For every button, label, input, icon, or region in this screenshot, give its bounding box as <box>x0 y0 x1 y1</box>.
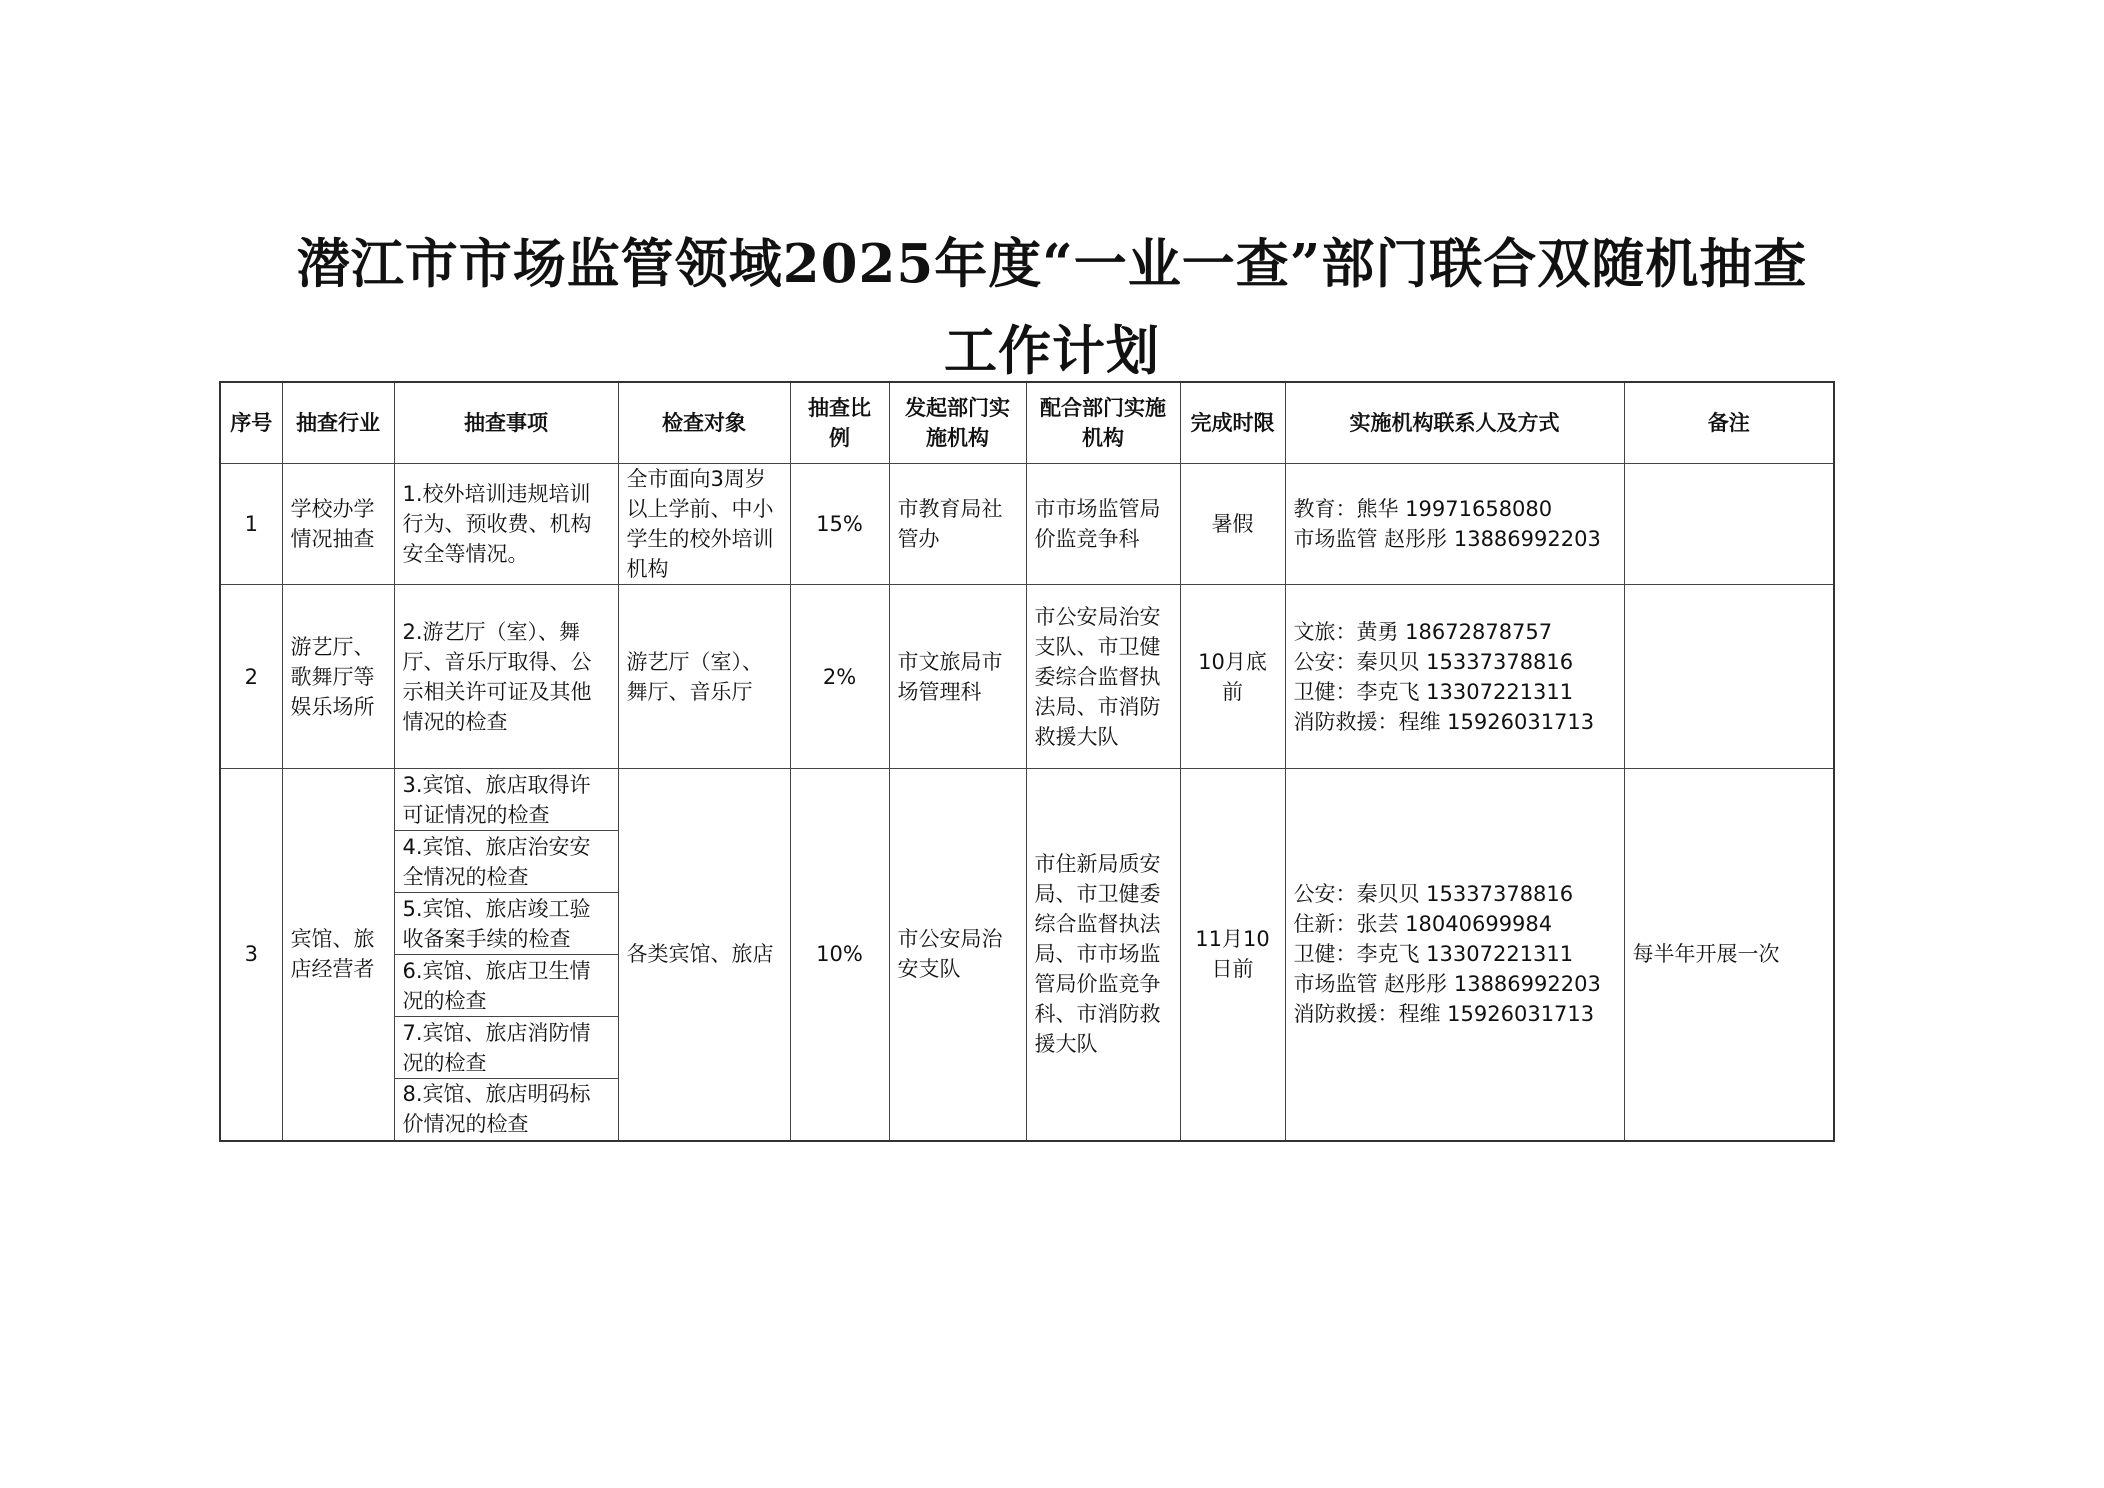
row-partner: 市住新局质安局、市卫健委综合监督执法局、市市场监管局价监竞争科、市消防救援大队 <box>1026 769 1180 1141</box>
row-industry: 宾馆、旅店经营者 <box>282 769 394 1141</box>
row-target: 各类宾馆、旅店 <box>618 769 790 1141</box>
row-item: 5.宾馆、旅店竣工验收备案手续的检查 <box>394 893 618 955</box>
row-item: 1.校外培训违规培训行为、预收费、机构安全等情况。 <box>394 464 618 585</box>
row-initiator: 市教育局社管办 <box>889 464 1026 585</box>
header-initiator: 发起部门实施机构 <box>889 382 1026 464</box>
header-remark: 备注 <box>1624 382 1834 464</box>
row-item: 6.宾馆、旅店卫生情况的检查 <box>394 955 618 1017</box>
row-initiator: 市文旅局市场管理科 <box>889 585 1026 769</box>
row-seq: 1 <box>220 464 282 585</box>
table-row <box>220 585 1834 769</box>
row-partner: 市公安局治安支队、市卫健委综合监督执法局、市消防救援大队 <box>1026 585 1180 769</box>
row-item: 4.宾馆、旅店治安安全情况的检查 <box>394 831 618 893</box>
header-items: 抽查事项 <box>394 382 618 464</box>
row-seq: 2 <box>220 585 282 769</box>
row-target: 游艺厅（室）、舞厅、音乐厅 <box>618 585 790 769</box>
row-item: 7.宾馆、旅店消防情况的检查 <box>394 1017 618 1079</box>
header-partner: 配合部门实施机构 <box>1026 382 1180 464</box>
row-ratio: 2% <box>790 585 889 769</box>
contact-line: 住新：张芸 18040699984 <box>1293 912 1553 937</box>
row-item: 8.宾馆、旅店明码标价情况的检查 <box>394 1079 618 1141</box>
contact-line: 消防救援：程维 15926031713 <box>1293 709 1595 734</box>
contact-line: 教育：熊华 19971658080 <box>1293 497 1553 521</box>
row-remark: 每半年开展一次 <box>1624 769 1834 1141</box>
contact-line: 公安：秦贝贝 15337378816 <box>1293 649 1574 674</box>
row-deadline: 暑假 <box>1180 464 1285 585</box>
header-industry: 抽查行业 <box>282 382 394 464</box>
row-deadline: 10月底前 <box>1180 585 1285 769</box>
row-remark <box>1624 585 1834 769</box>
row-item: 3.宾馆、旅店取得许可证情况的检查 <box>394 769 618 831</box>
header-contact: 实施机构联系人及方式 <box>1285 382 1624 464</box>
contact-line: 公安：秦贝贝 15337378816 <box>1293 882 1574 907</box>
contact-line: 消防救援：程维 15926031713 <box>1293 1002 1595 1027</box>
contact-line: 市场监管 赵彤彤 13886992203 <box>1293 527 1601 551</box>
header-target: 检查对象 <box>618 382 790 464</box>
plan-table <box>219 381 1835 1142</box>
document-title-line2: 工作计划 <box>944 320 1160 382</box>
row-industry: 学校办学情况抽查 <box>282 464 394 585</box>
table-row <box>220 769 1834 831</box>
header-ratio: 抽查比例 <box>790 382 889 464</box>
row-target: 全市面向3周岁以上学前、中小学生的校外培训机构 <box>618 464 790 585</box>
row-contacts <box>1285 585 1624 769</box>
contact-line: 文旅：黄勇 18672878757 <box>1293 619 1553 644</box>
row-industry: 游艺厅、歌舞厅等娱乐场所 <box>282 585 394 769</box>
row-item: 2.游艺厅（室）、舞厅、音乐厅取得、公示相关许可证及其他情况的检查 <box>394 585 618 769</box>
table-row <box>220 464 1834 585</box>
header-seq: 序号 <box>220 382 282 464</box>
row-contacts <box>1285 769 1624 1141</box>
contact-line: 卫健：李克飞 13307221311 <box>1293 942 1574 967</box>
document-title-line1: 潜江市市场监管领域2025年度“一业一查”部门联合双随机抽查 <box>296 233 1808 295</box>
row-contacts <box>1285 464 1624 585</box>
row-initiator: 市公安局治安支队 <box>889 769 1026 1141</box>
row-remark <box>1624 464 1834 585</box>
row-ratio: 15% <box>790 464 889 585</box>
row-partner: 市市场监管局价监竞争科 <box>1026 464 1180 585</box>
contact-line: 市场监管 赵彤彤 13886992203 <box>1293 972 1601 997</box>
header-deadline: 完成时限 <box>1180 382 1285 464</box>
row-seq: 3 <box>220 769 282 1141</box>
row-deadline: 11月10日前 <box>1180 769 1285 1141</box>
row-ratio: 10% <box>790 769 889 1141</box>
contact-line: 卫健：李克飞 13307221311 <box>1293 679 1574 704</box>
table-header-row <box>220 382 1834 464</box>
